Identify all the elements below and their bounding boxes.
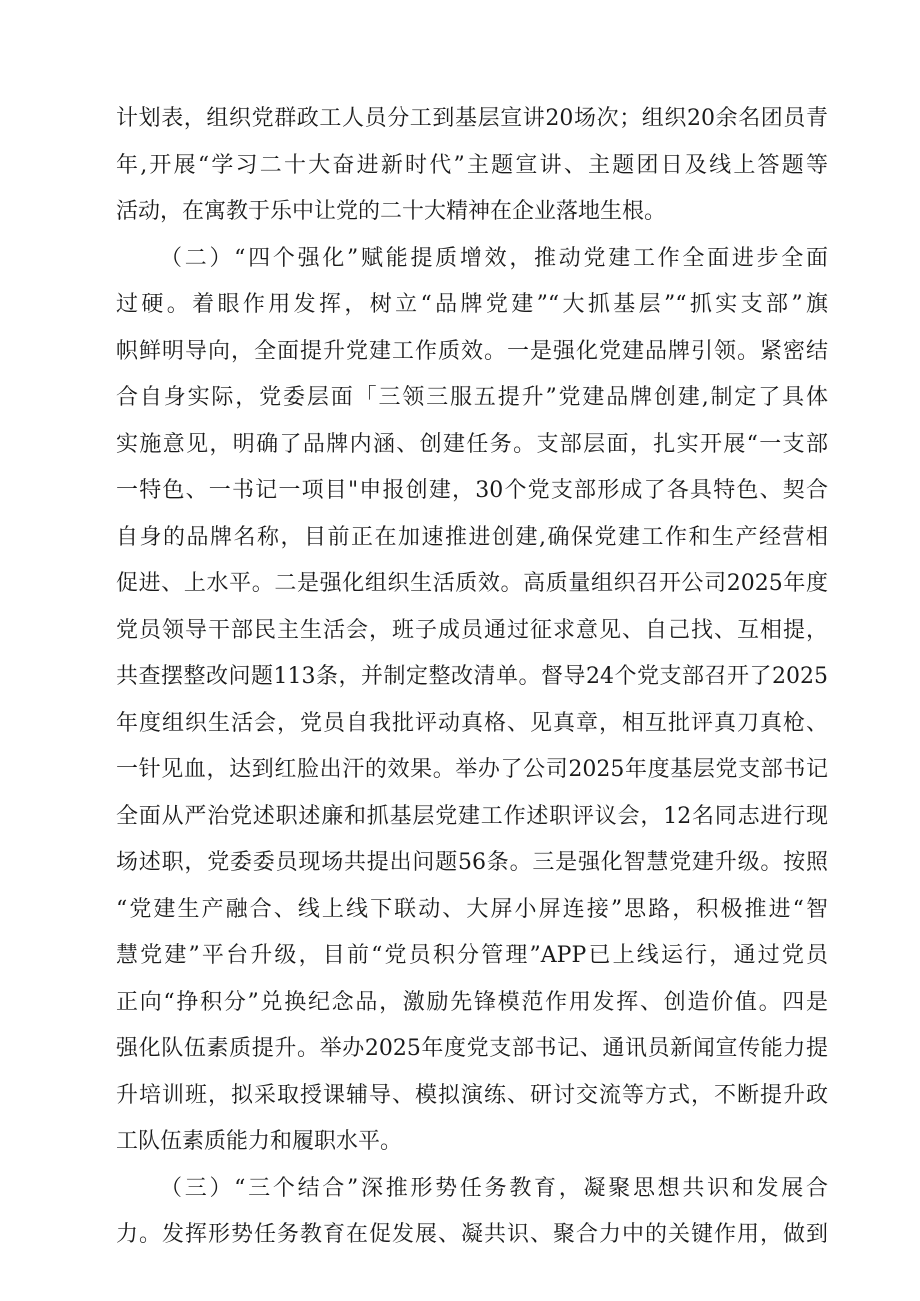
text-line: 实施意见，明确了品牌内涵、创建任务。支部层面，扎实开展“一支部	[116, 431, 828, 457]
text-line: 强化队伍素质提升。举办2025年度党支部书记、通讯员新闻宣传能力提	[116, 1036, 828, 1061]
text-line: 慧党建”平台升级，目前“党员积分管理”APP已上线运行，通过党员	[116, 943, 828, 968]
text-line: “党建生产融合、线上线下联动、大屏小屏连接”思路，积极推进“智	[116, 896, 828, 922]
text-line: 计划表，组织党群政工人员分工到基层宣讲20场次；组织20余名团员青	[116, 106, 828, 131]
text-line: 年,开展“学习二十大奋进新时代”主题宣讲、主题团日及线上答题等	[116, 152, 828, 178]
text-line: 自身的品牌名称，目前正在加速推进创建,确保党建工作和生产经营相	[116, 524, 828, 550]
text-line: 升培训班，拟采取授课辅导、模拟演练、研讨交流等方式，不断提升政	[116, 1082, 828, 1108]
paragraph-first-line: （三）“三个结合”深推形势任务教育，凝聚思想共识和发展合	[160, 1175, 828, 1201]
text-line: 合自身实际，党委层面「三领三服五提升”党建品牌创建,制定了具体	[116, 385, 828, 410]
paragraph-first-line: （二）“四个强化”赋能提质增效，推动党建工作全面进步全面	[160, 245, 828, 271]
text-line: 促进、上水平。二是强化组织生活质效。高质量组织召开公司2025年度	[116, 571, 828, 596]
text-line: 正向“挣积分”兑换纪念品，激励先锋模范作用发挥、创造价值。四是	[116, 989, 828, 1015]
text-line: 一针见血，达到红脸出汗的效果。举办了公司2025年度基层党支部书记	[116, 757, 828, 782]
text-line: 年度组织生活会，党员自我批评动真格、见真章，相互批评真刀真枪、	[116, 710, 828, 736]
text-line: 全面从严治党述职述廉和抓基层党建工作述职评议会，12名同志进行现	[116, 803, 828, 829]
text-line: 共查摆整改问题113条，并制定整改清单。督导24个党支部召开了2025	[116, 664, 828, 689]
text-line: 力。发挥形势任务教育在促发展、凝共识、聚合力中的关键作用，做到	[116, 1222, 828, 1247]
document-body	[116, 96, 828, 1259]
text-line: 党员领导干部民主生活会，班子成员通过征求意见、自己找、互相提，	[116, 617, 828, 643]
text-line: 过硬。着眼作用发挥，树立“品牌党建”“大抓基层”“抓实支部”旗	[116, 292, 828, 317]
text-line: 一特色、一书记一项目"申报创建，30个党支部形成了各具特色、契合	[116, 478, 828, 503]
text-line: 场述职，党委委员现场共提出问题56条。三是强化智慧党建升级。按照	[116, 850, 828, 875]
text-line: 帜鲜明导向，全面提升党建工作质效。一是强化党建品牌引领。紧密结	[116, 338, 828, 364]
text-line: 工队伍素质能力和履职水平。	[116, 1129, 403, 1154]
text-line: 活动，在寓教于乐中让党的二十大精神在企业落地生根。	[116, 199, 667, 224]
